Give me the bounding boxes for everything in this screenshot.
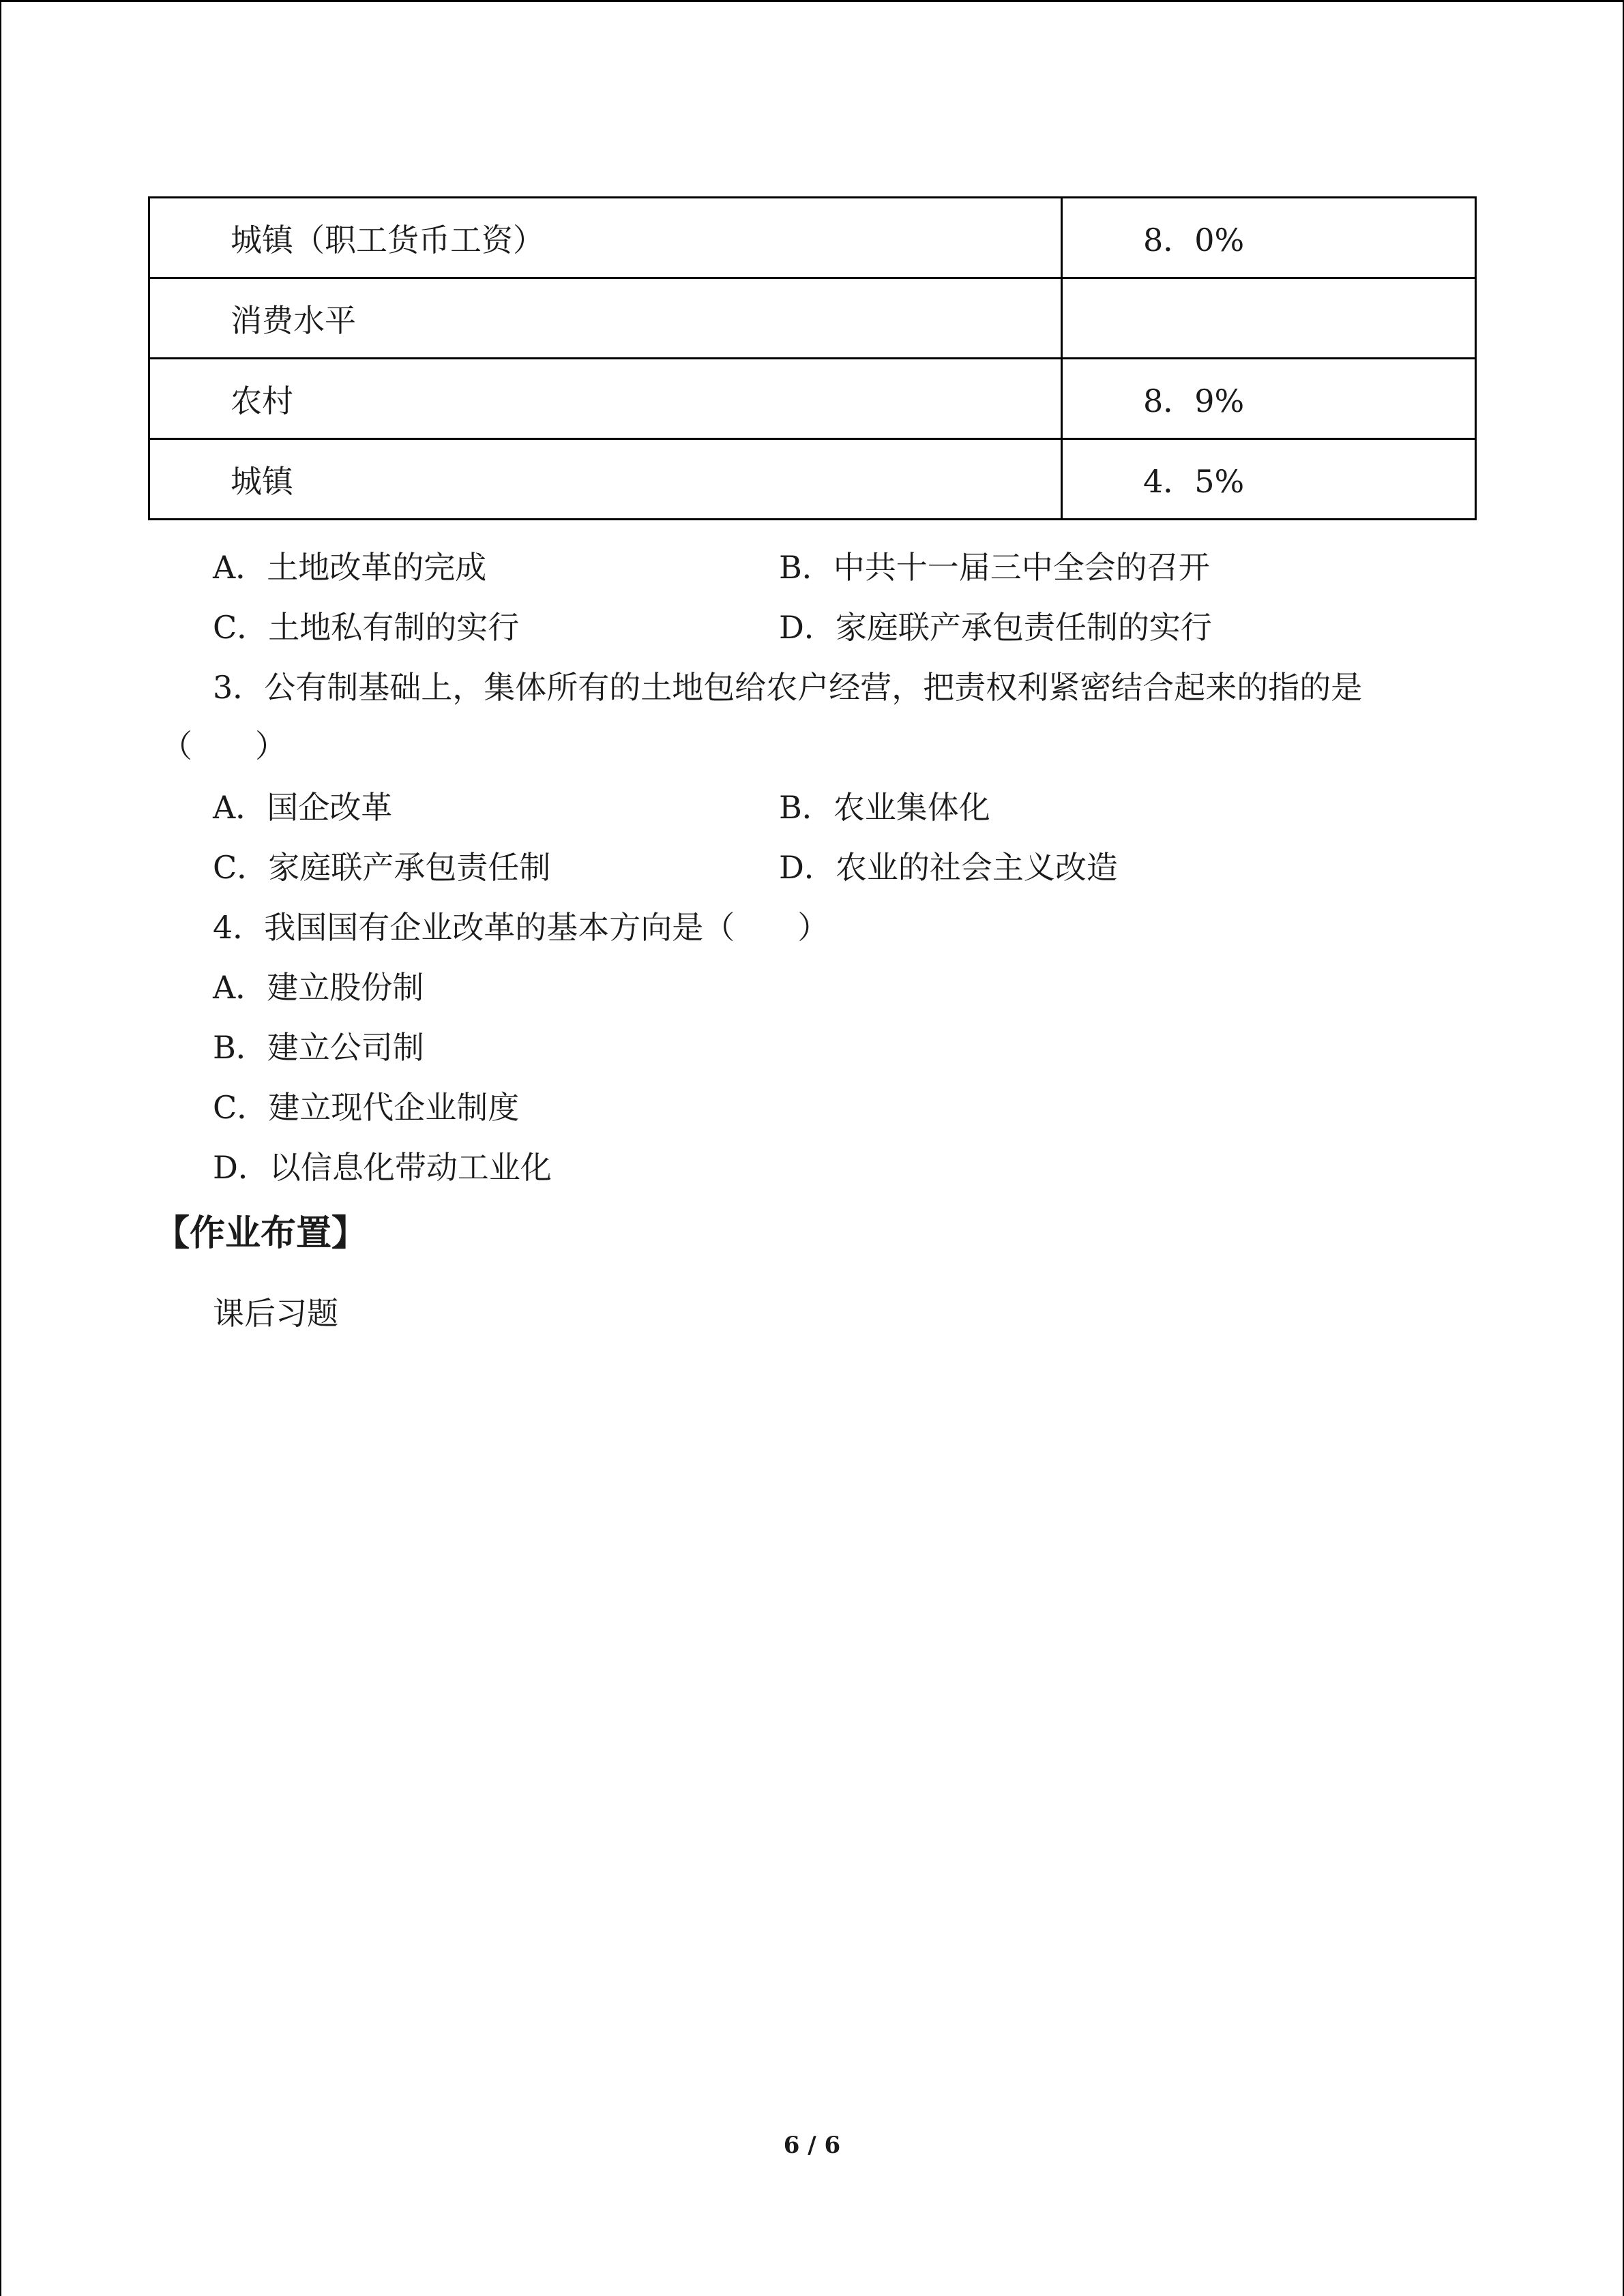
q4-stem: 4．我国国有企业改革的基本方向是（ ） xyxy=(213,909,829,946)
page-number: 6 / 6 xyxy=(783,2132,841,2159)
q2-option-a: A．土地改革的完成 xyxy=(213,549,487,586)
q2-option-d: D．家庭联产承包责任制的实行 xyxy=(779,609,1212,646)
table-row xyxy=(149,278,1476,359)
table-row-value: 8．0% xyxy=(1062,198,1476,278)
table-row-label: 城镇（职工货币工资） xyxy=(149,198,1062,278)
homework-heading: 【作业布置】 xyxy=(154,1213,368,1254)
q3-option-a: A．国企改革 xyxy=(213,789,393,826)
q3-option-d: D．农业的社会主义改造 xyxy=(779,849,1118,886)
homework-content: 课后习题 xyxy=(213,1295,338,1332)
q4-option-d: D．以信息化带动工业化 xyxy=(213,1149,552,1186)
q3-option-b: B．农业集体化 xyxy=(779,789,990,826)
q3-answer-blank: （ ） xyxy=(161,728,286,764)
table-row-label: 城镇 xyxy=(149,439,1062,520)
table-row xyxy=(149,198,1476,278)
table-row xyxy=(149,359,1476,439)
q4-option-b: B．建立公司制 xyxy=(213,1029,424,1066)
q2-option-b: B．中共十一届三中全会的召开 xyxy=(779,549,1210,586)
q3-option-c: C．家庭联产承包责任制 xyxy=(213,849,551,886)
table-row-value xyxy=(1062,278,1476,359)
statistics-table xyxy=(148,196,1477,520)
q4-option-a: A．建立股份制 xyxy=(213,969,424,1006)
table-row-label: 农村 xyxy=(149,359,1062,439)
table-row xyxy=(149,439,1476,520)
table-row-value: 8．9% xyxy=(1062,359,1476,439)
table-row-label: 消费水平 xyxy=(149,278,1062,359)
q2-option-c: C．土地私有制的实行 xyxy=(213,609,520,646)
q3-stem: 3．公有制基础上，集体所有的土地包给农户经营，把责权利紧密结合起来的指的是 xyxy=(213,669,1363,706)
q4-option-c: C．建立现代企业制度 xyxy=(213,1089,520,1126)
table-row-value: 4．5% xyxy=(1062,439,1476,520)
